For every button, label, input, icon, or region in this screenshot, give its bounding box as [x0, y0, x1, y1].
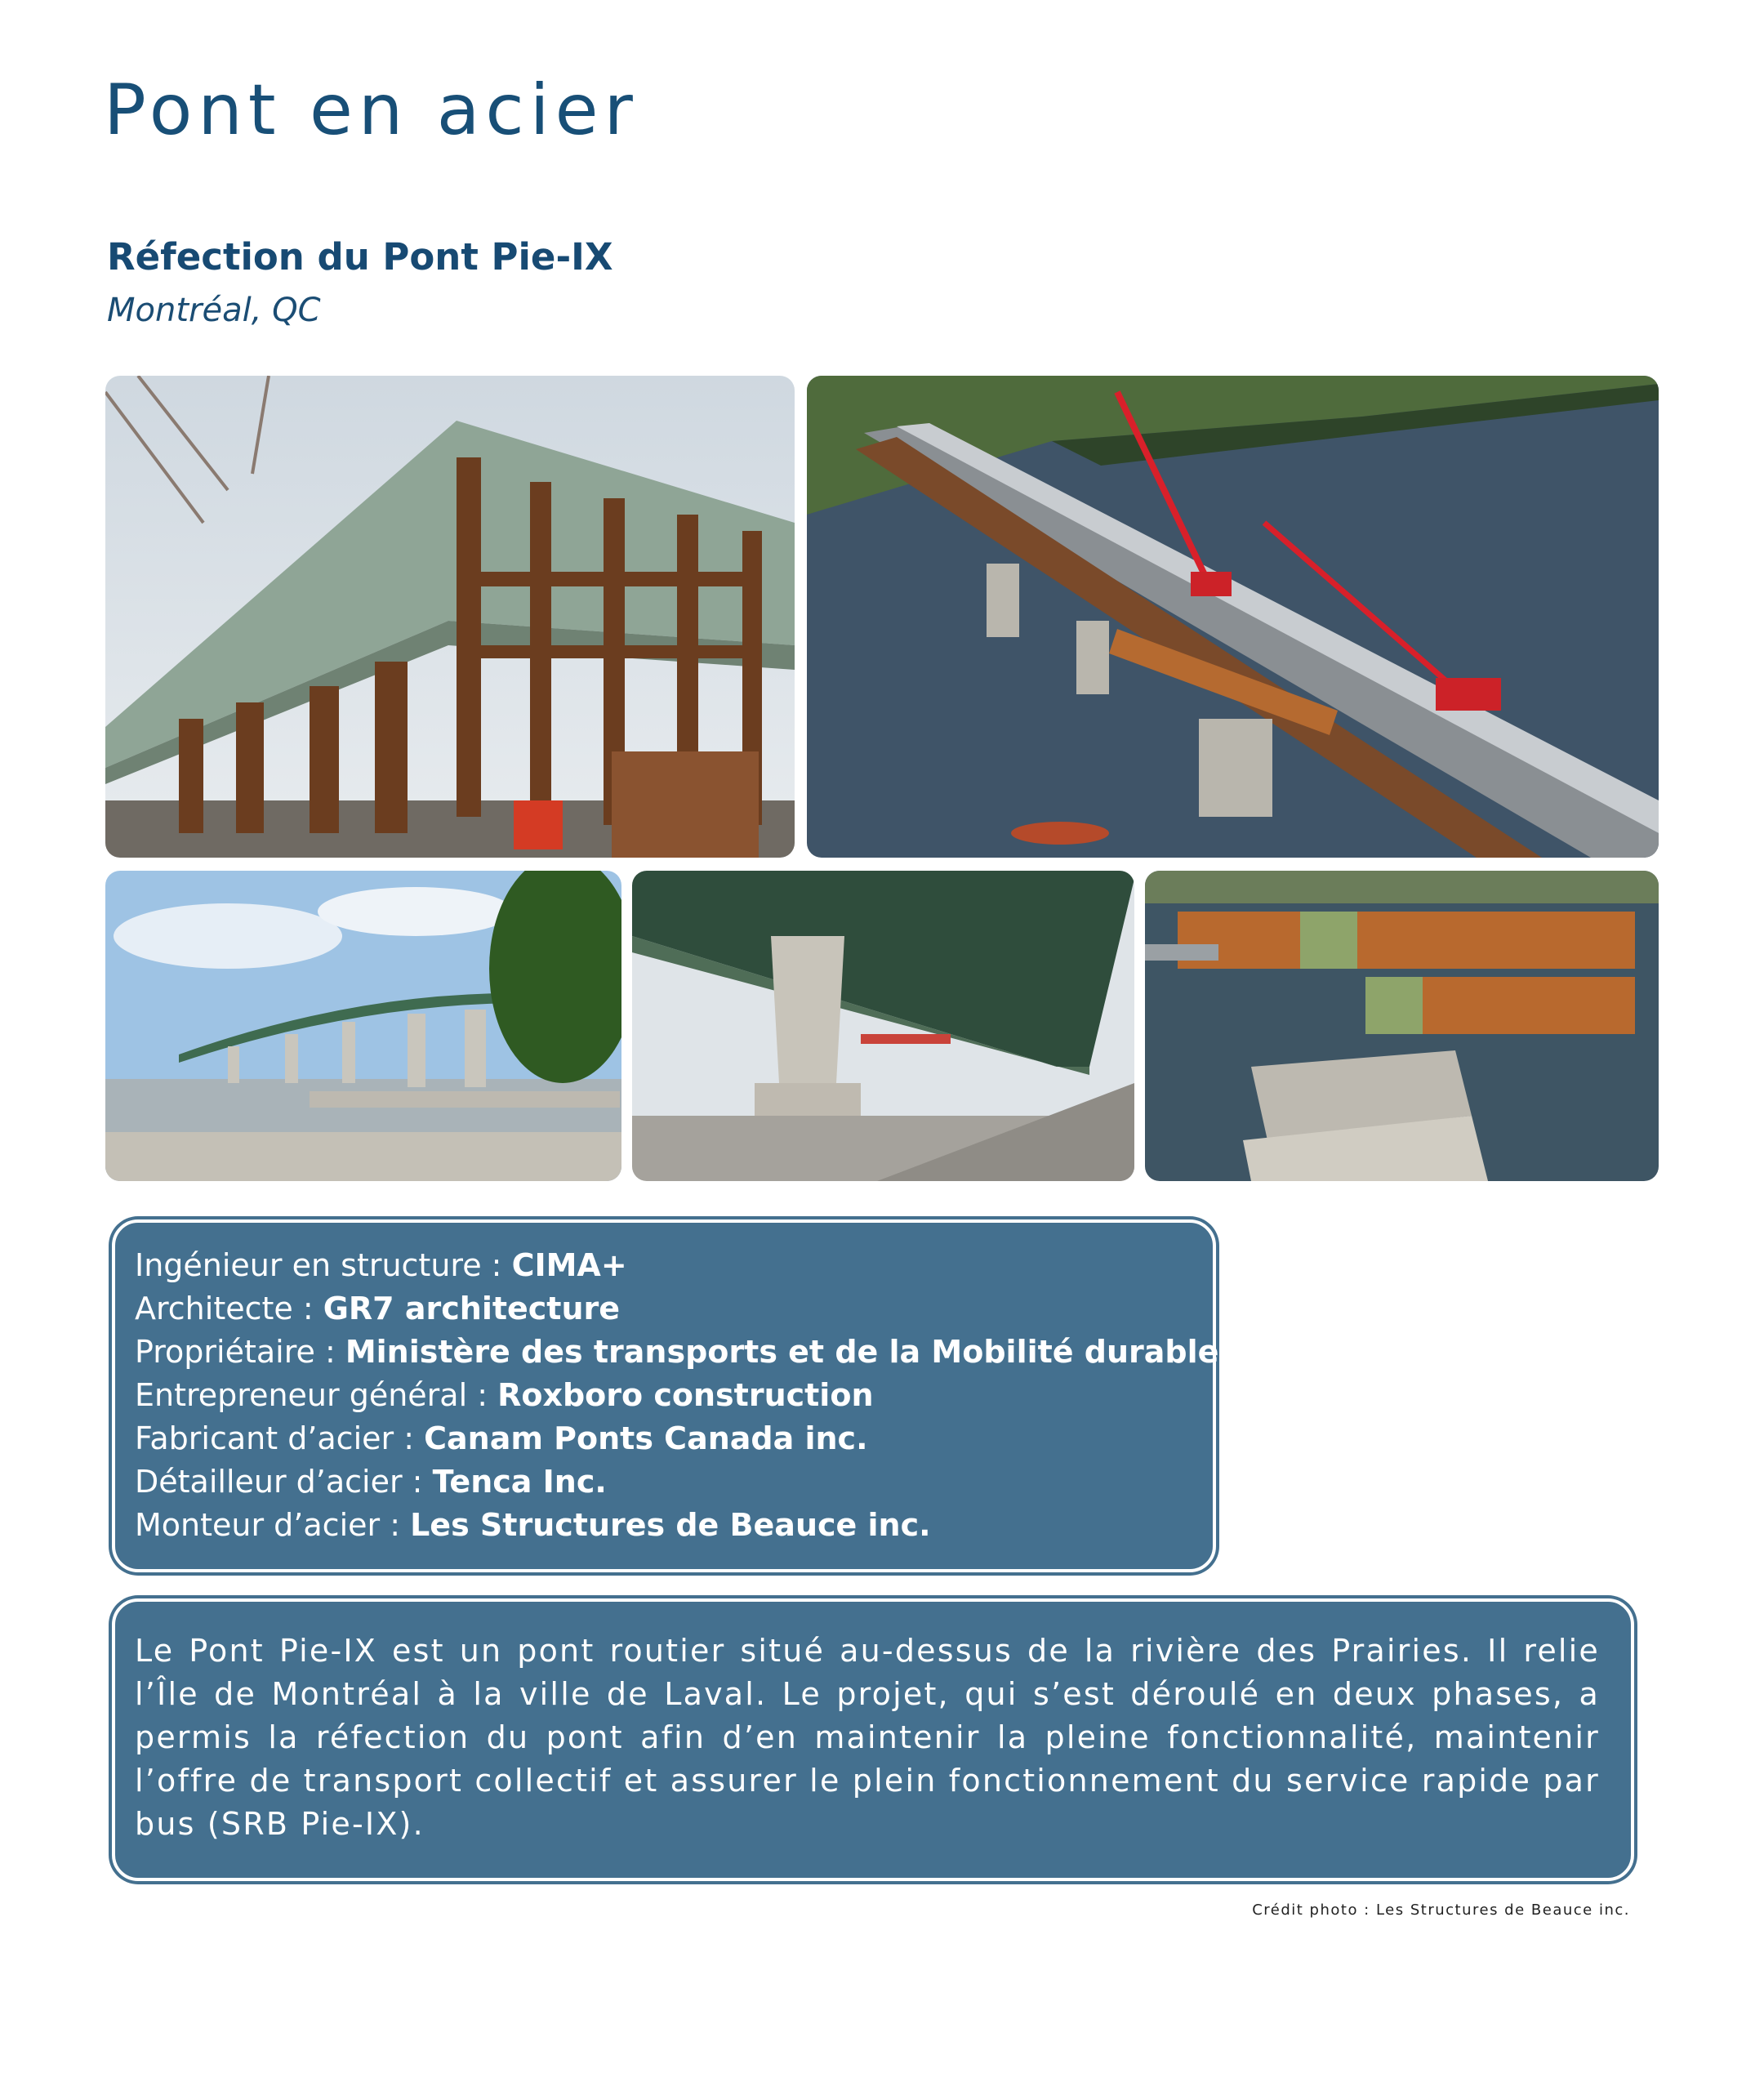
credit-value: Ministère des transports et de la Mobilité durable	[345, 1334, 1219, 1370]
credit-value: Tenca Inc.	[432, 1464, 607, 1500]
credit-label: Fabricant d’acier :	[135, 1420, 425, 1456]
credit-label: Architecte :	[135, 1291, 323, 1326]
credit-label: Entrepreneur général :	[135, 1377, 498, 1413]
credit-row-steel-fabricator	[135, 1417, 1192, 1460]
photo-bridge-river-bank	[105, 871, 621, 1181]
credit-row-steel-detailer	[135, 1460, 1192, 1504]
credit-label: Propriétaire :	[135, 1334, 345, 1370]
project-location: Montréal, QC	[107, 292, 321, 329]
credit-label: Monteur d’acier :	[135, 1507, 411, 1543]
photo-steel-girders-assembly	[105, 376, 795, 858]
credit-label: Ingénieur en structure :	[135, 1247, 512, 1283]
photo-credit: Crédit photo : Les Structures de Beauce inc.	[1252, 1902, 1630, 1919]
project-credits-panel	[112, 1219, 1219, 1572]
page-title: Pont en acier	[104, 69, 639, 151]
credit-row-owner	[135, 1331, 1219, 1374]
photo-girder-installation-aerial	[1145, 871, 1659, 1181]
photo-bridge-underside-pier	[632, 871, 1134, 1181]
photo-aerial-bridge-cranes	[807, 376, 1659, 858]
project-description-panel	[112, 1598, 1634, 1881]
credit-row-structural-engineer	[135, 1244, 1192, 1287]
credit-value: Canam Ponts Canada inc.	[424, 1420, 868, 1456]
credit-row-general-contractor	[135, 1374, 1192, 1417]
credit-value: Les Structures de Beauce inc.	[410, 1507, 931, 1543]
credit-value: Roxboro construction	[497, 1377, 874, 1413]
project-title: Réfection du Pont Pie-IX	[107, 235, 613, 279]
credit-value: CIMA+	[511, 1247, 627, 1283]
credit-row-architect	[135, 1287, 1192, 1331]
credit-row-steel-erector	[135, 1504, 1192, 1547]
credit-label: Détailleur d’acier :	[135, 1464, 433, 1500]
project-description: Le Pont Pie-IX est un pont routier situé au-dessus de la rivière des Prairies. Il relie l’Île de Montréal à la ville de Laval. Le projet, qui s’est déroulé en deux phases, a permis la réfection du pont afin d’en maintenir la pleine fonctionnalité, maintenir l’offre de transport collectif et assurer le plein fonctionnement du service rapide par bus (SRB Pie-IX).	[135, 1633, 1600, 1842]
credit-value: GR7 architecture	[323, 1291, 621, 1326]
